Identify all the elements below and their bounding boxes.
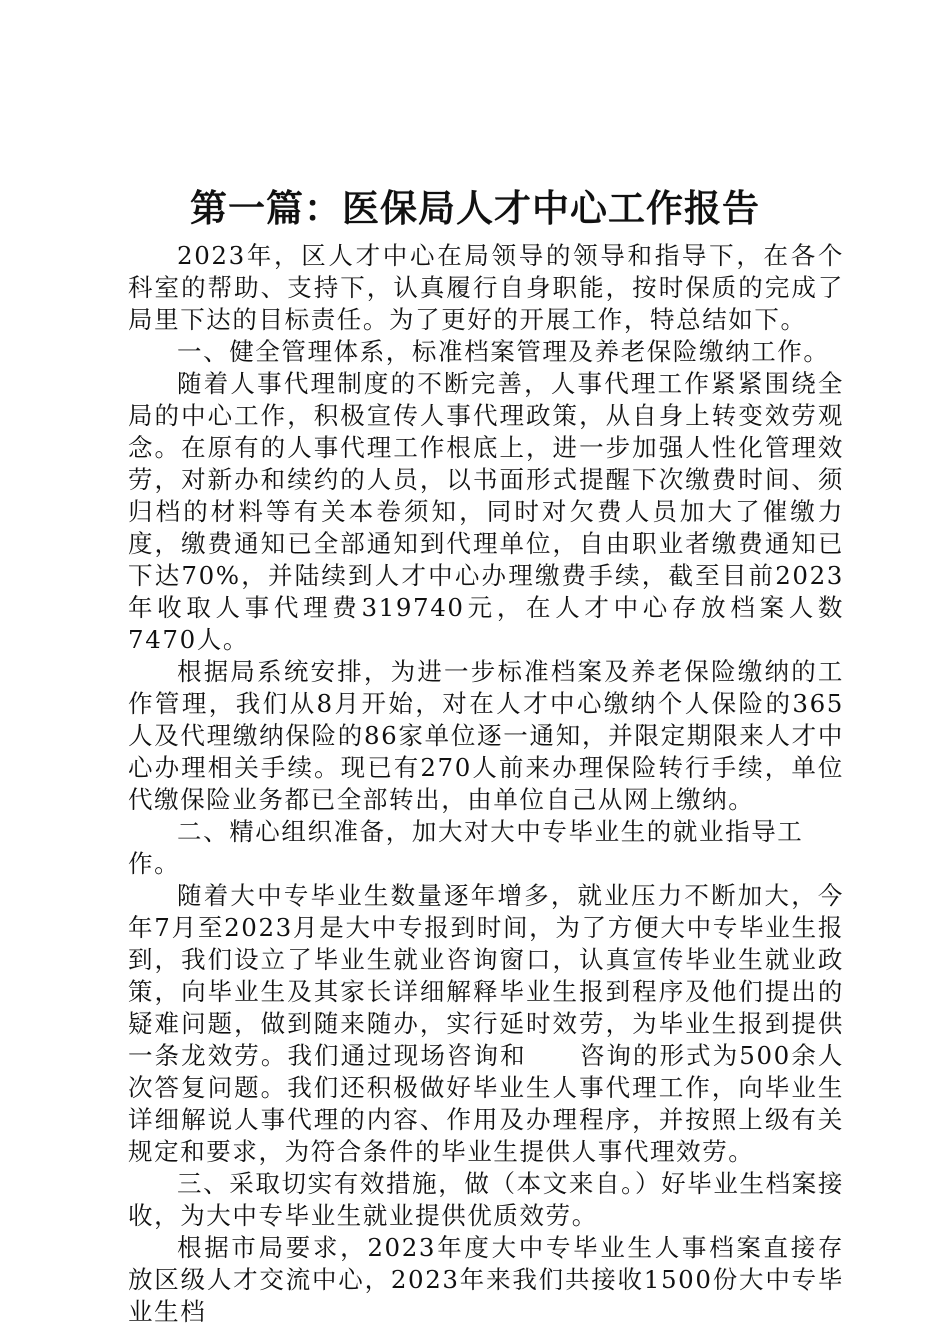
section-2-paragraph-1: 随着大中专毕业生数量逐年增多，就业压力不断加大，今年7月至2023月是大中专报到时间，为了方便大中专毕业生报到，我们设立了毕业生就业咨询窗口，认真宣传毕业生就业政策，向毕业生及其家长详细解释毕业生报到程序及他们提出的疑难问题，做到随来随办，实行延时效劳，为毕业生报到提供一条龙效劳。我们通过现场咨询和 咨询的形式为500余人次答复问题。我们还积极做好毕业生人事代理工作，向毕业生详细解说人事代理的内容、作用及办理程序，并按照上级有关规定和要求，为符合条件的毕业生提供人事代理效劳。 <box>128 881 844 1166</box>
section-heading-2: 二、精心组织准备，加大对大中专毕业生的就业指导工作。 <box>128 817 804 878</box>
section-heading-3: 三、采取切实有效措施，做（本文来自。）好毕业生档案接收，为大中专毕业生就业提供优质效劳。 <box>128 1169 844 1230</box>
section-heading-1: 一、健全管理体系，标准档案管理及养老保险缴纳工作。 <box>177 337 830 366</box>
section-1-paragraph-1: 随着人事代理制度的不断完善，人事代理工作紧紧围绕全局的中心工作，积极宣传人事代理政策，从自身上转变效劳观念。在原有的人事代理工作根底上，进一步加强人性化管理效劳，对新办和续约的人员，以书面形式提醒下次缴费时间、须归档的材料等有关本卷须知，同时对欠费人员加大了催缴力度，缴费通知已全部通知到代理单位，自由职业者缴费通知已下达70%，并陆续到人才中心办理缴费手续，截至目前2023年收取人事代理费319740元，在人才中心存放档案人数7470人。 <box>128 369 844 654</box>
intro-paragraph: 2023年，区人才中心在局领导的领导和指导下，在各个科室的帮助、支持下，认真履行自身职能，按时保质的完成了局里下达的目标责任。为了更好的开展工作，特总结如下。 <box>128 241 844 334</box>
section-3-paragraph-1: 根据市局要求，2023年度大中专毕业生人事档案直接存放区级人才交流中心，2023年来我们共接收1500份大中专毕业生档 <box>128 1233 844 1326</box>
section-1-paragraph-2: 根据局系统安排，为进一步标准档案及养老保险缴纳的工作管理，我们从8月开始，对在人才中心缴纳个人保险的365人及代理缴纳保险的86家单位逐一通知，并限定期限来人才中心办理相关手续。现已有270人前来办理保险转行手续，单位代缴保险业务都已全部转出，由单位自己从网上缴纳。 <box>128 657 844 814</box>
document-body <box>128 240 844 1328</box>
document-title: 第一篇：医保局人才中心工作报告 <box>190 186 760 230</box>
